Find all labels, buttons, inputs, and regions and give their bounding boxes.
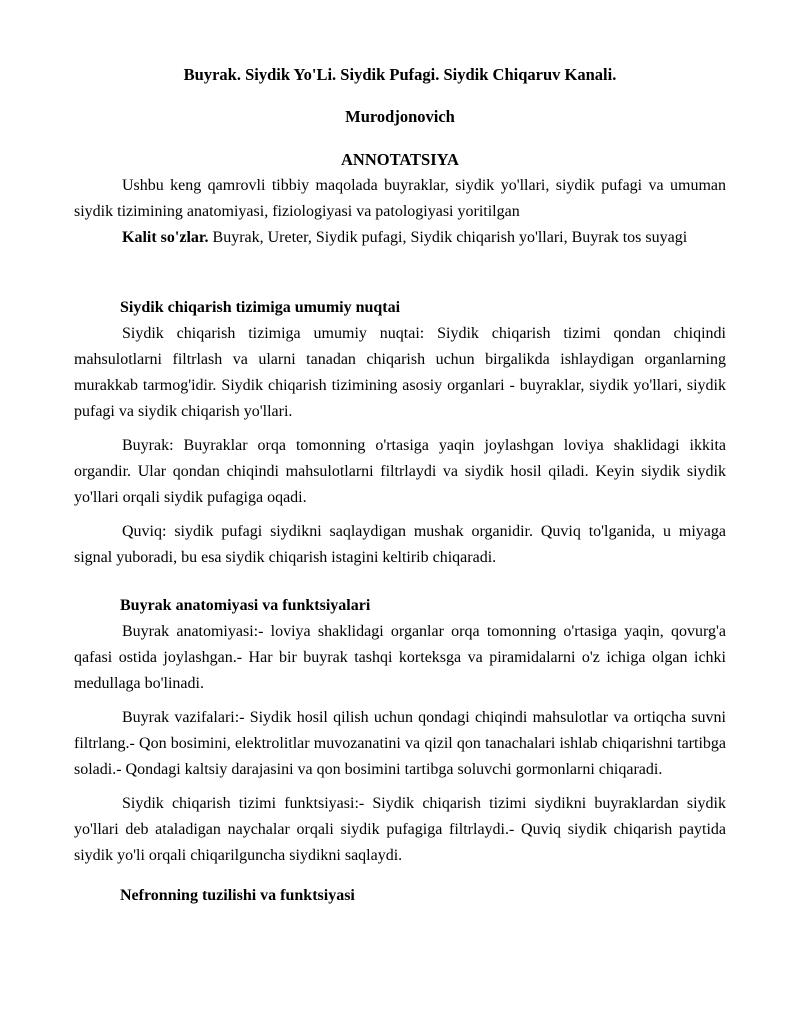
section-heading-overview: Siydik chiqarish tizimiga umumiy nuqtai xyxy=(120,299,401,316)
paragraph: Buyrak: Buyraklar orqa tomonning o'rtasiga yaqin joylashgan loviya shaklidagi ikkita organdir. Ular qondan chiqindi mahsulotlarni filtrlaydi va siydik hosil qiladi. Keyin siydik siydik yo'llari orqali siydik pufagiga oqadi. xyxy=(74,437,726,506)
keywords-paragraph xyxy=(74,225,726,251)
document-page xyxy=(74,62,726,909)
section-heading-nephron: Nefronning tuzilishi va funktsiyasi xyxy=(120,887,355,904)
paragraph: Buyrak vazifalari:- Siydik hosil qilish uchun qondagi chiqindi mahsulotlar va ortiqcha suvni filtrlang.- Qon bosimini, elektrolitlar muvozanatini va qizil qon tanachalari ishlab chiqarishni tartibga soladi.- Qondagi kaltsiy darajasini va qon bosimini tartibga soluvchi gormonlarni chiqaradi. xyxy=(74,709,726,778)
paragraph: Siydik chiqarish tizimi funktsiyasi:- Siydik chiqarish tizimi siydikni buyraklardan siydik yo'llari deb ataladigan naychalar orqali siydik pufagiga filtrlaydi.- Quviq siydik chiqarish paytida siydik yo'li orqali chiqarilguncha siydikni saqlaydi. xyxy=(74,795,726,864)
keywords-list: Buyrak, Ureter, Siydik pufagi, Siydik chiqarish yo'llari, Buyrak tos suyagi xyxy=(208,229,688,246)
paragraph: Quviq: siydik pufagi siydikni saqlaydigan mushak organidir. Quviq to'lganida, u miyaga signal yuboradi, bu esa siydik chiqarish istagini keltirib chiqaradi. xyxy=(74,523,726,566)
paragraph: Buyrak anatomiyasi:- loviya shaklidagi organlar orqa tomonning o'rtasiga yaqin, qovurg'a qafasi ostida joylashgan.- Har bir buyrak tashqi korteksga va piramidalarni o'z ichiga olgan ichki medullaga bo'linadi. xyxy=(74,623,726,692)
section-heading-kidney-anatomy: Buyrak anatomiyasi va funktsiyalari xyxy=(120,597,371,614)
keywords-label: Kalit so'zlar. xyxy=(122,229,209,246)
paper-title: Buyrak. Siydik Yo'Li. Siydik Pufagi. Siydik Chiqaruv Kanali. xyxy=(183,65,617,84)
annotation-heading: ANNOTATSIYA xyxy=(341,150,459,169)
author-name: Murodjonovich xyxy=(345,107,455,126)
annotation-text: Ushbu keng qamrovli tibbiy maqolada buyraklar, siydik yo'llari, siydik pufagi va umuman siydik tizimining anatomiyasi, fiziologiyasi va patologiyasi yoritilgan xyxy=(74,177,726,220)
paragraph: Siydik chiqarish tizimiga umumiy nuqtai: Siydik chiqarish tizimi qondan chiqindi mahsulotlarni filtrlash va ularni tanadan chiqarish uchun birgalikda ishlaydigan organlarning murakkab tarmog'idir. Siydik chiqarish tizimining asosiy organlari - buyraklar, siydik yo'llari, siydik pufagi va siydik chiqarish yo'llari. xyxy=(74,325,726,420)
